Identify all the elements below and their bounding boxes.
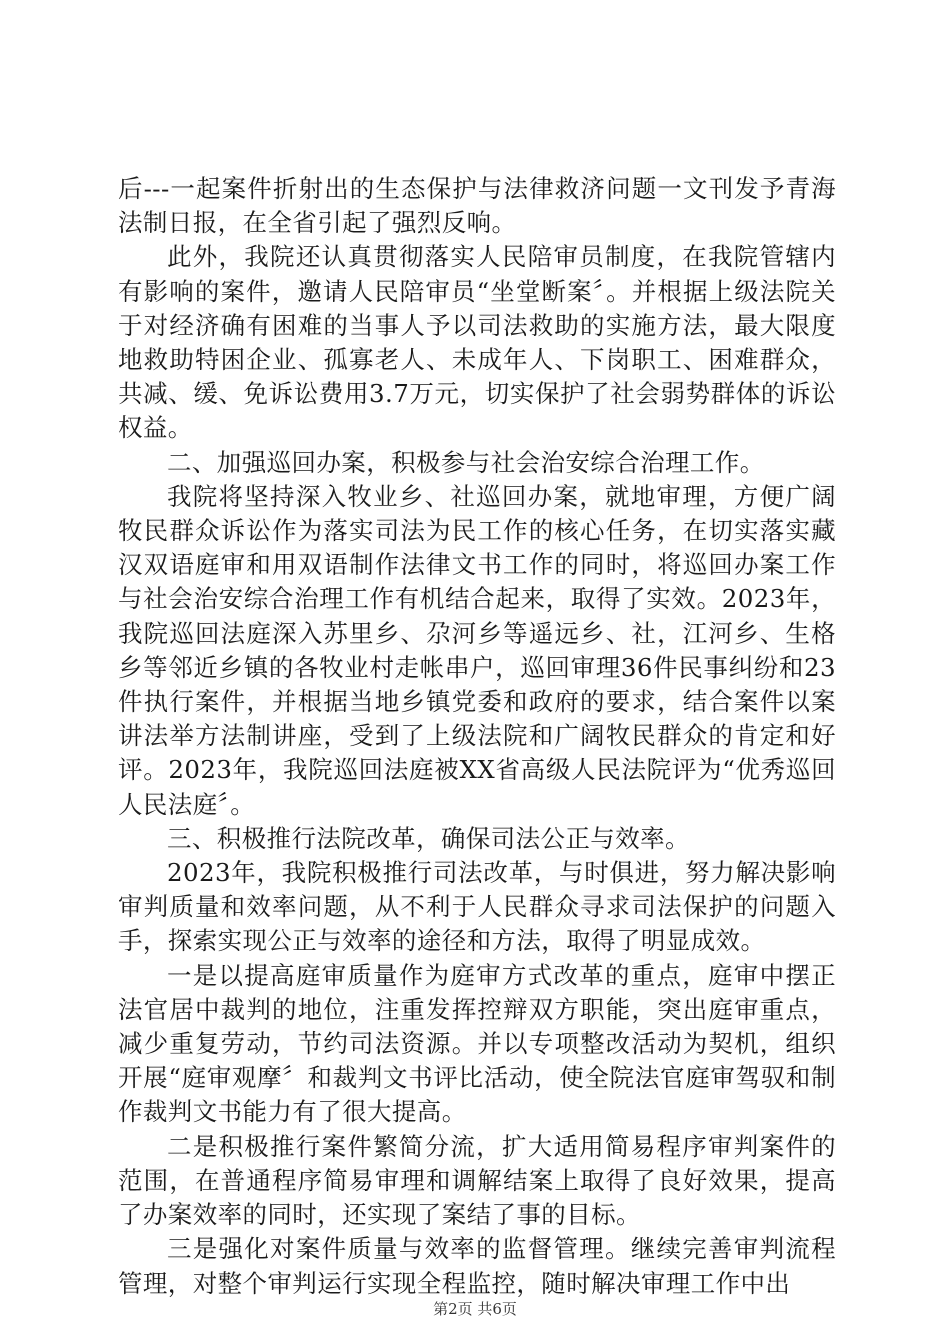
paragraph: 后---一起案件折射出的生态保护与法律救济问题一文刊发予青海法制日报，在全省引起了强烈反响。 [118, 174, 836, 238]
page-number-footer: 第2页 共6页 [433, 1300, 517, 1318]
paragraph: 二是积极推行案件繁简分流，扩大适用简易程序审判案件的范围，在普通程序简易审理和调解结案上取得了良好效果，提高了办案效率的同时，还实现了案结了事的目标。 [118, 1131, 836, 1230]
section-heading: 三、积极推行法院改革，确保司法公正与效率。 [167, 823, 690, 853]
section-heading: 二、加强巡回办案，积极参与社会治安综合治理工作。 [167, 447, 765, 477]
paragraph: 我院将坚持深入牧业乡、社巡回办案，就地审理，方便广阔牧民群众诉讼作为落实司法为民工作的核心任务，在切实落实藏汉双语庭审和用双语制作法律文书工作的同时，将巡回办案工作与社会治安综合治理工作有机结合起来，取得了实效。2023年，我院巡回法庭深入苏里乡、尕河乡等遥远乡、社，江河乡、生格乡等邻近乡镇的各牧业村走帐串户，巡回审理36件民事纠纷和23件执行案件，并根据当地乡镇党委和政府的要求，结合案件以案讲法举方法制讲座，受到了上级法院和广阔牧民群众的肯定和好评。2023年，我院巡回法庭被XX省高级人民法院评为“优秀巡回人民法庭〞。 [118, 481, 836, 819]
paragraph: 此外，我院还认真贯彻落实人民陪审员制度，在我院管辖内有影响的案件，邀请人民陪审员“坐堂断案〞。并根据上级法院关于对经济确有困难的当事人予以司法救助的实施方法，最大限度地救助特困企业、孤寡老人、未成年人、下岗职工、困难群众，共减、缓、免诉讼费用3.7万元，切实保护了社会弱势群体的诉讼权益。 [118, 242, 836, 443]
paragraph: 一是以提高庭审质量作为庭审方式改革的重点，庭审中摆正法官居中裁判的地位，注重发挥控辩双方职能，突出庭审重点，减少重复劳动，节约司法资源。并以专项整改活动为契机，组织开展“庭审观摩〞和裁判文书评比活动，使全院法官庭审驾驭和制作裁判文书能力有了很大提高。 [118, 960, 836, 1127]
paragraph: 三是强化对案件质量与效率的监督管理。继续完善审判流程管理，对整个审判运行实现全程监控，随时解决审理工作中出 [118, 1234, 836, 1298]
document-body [118, 172, 836, 1301]
paragraph: 2023年，我院积极推行司法改革，与时俱进，努力解决影响审判质量和效率问题，从不利于人民群众寻求司法保护的问题入手，探索实现公正与效率的途径和方法，取得了明显成效。 [118, 858, 836, 956]
